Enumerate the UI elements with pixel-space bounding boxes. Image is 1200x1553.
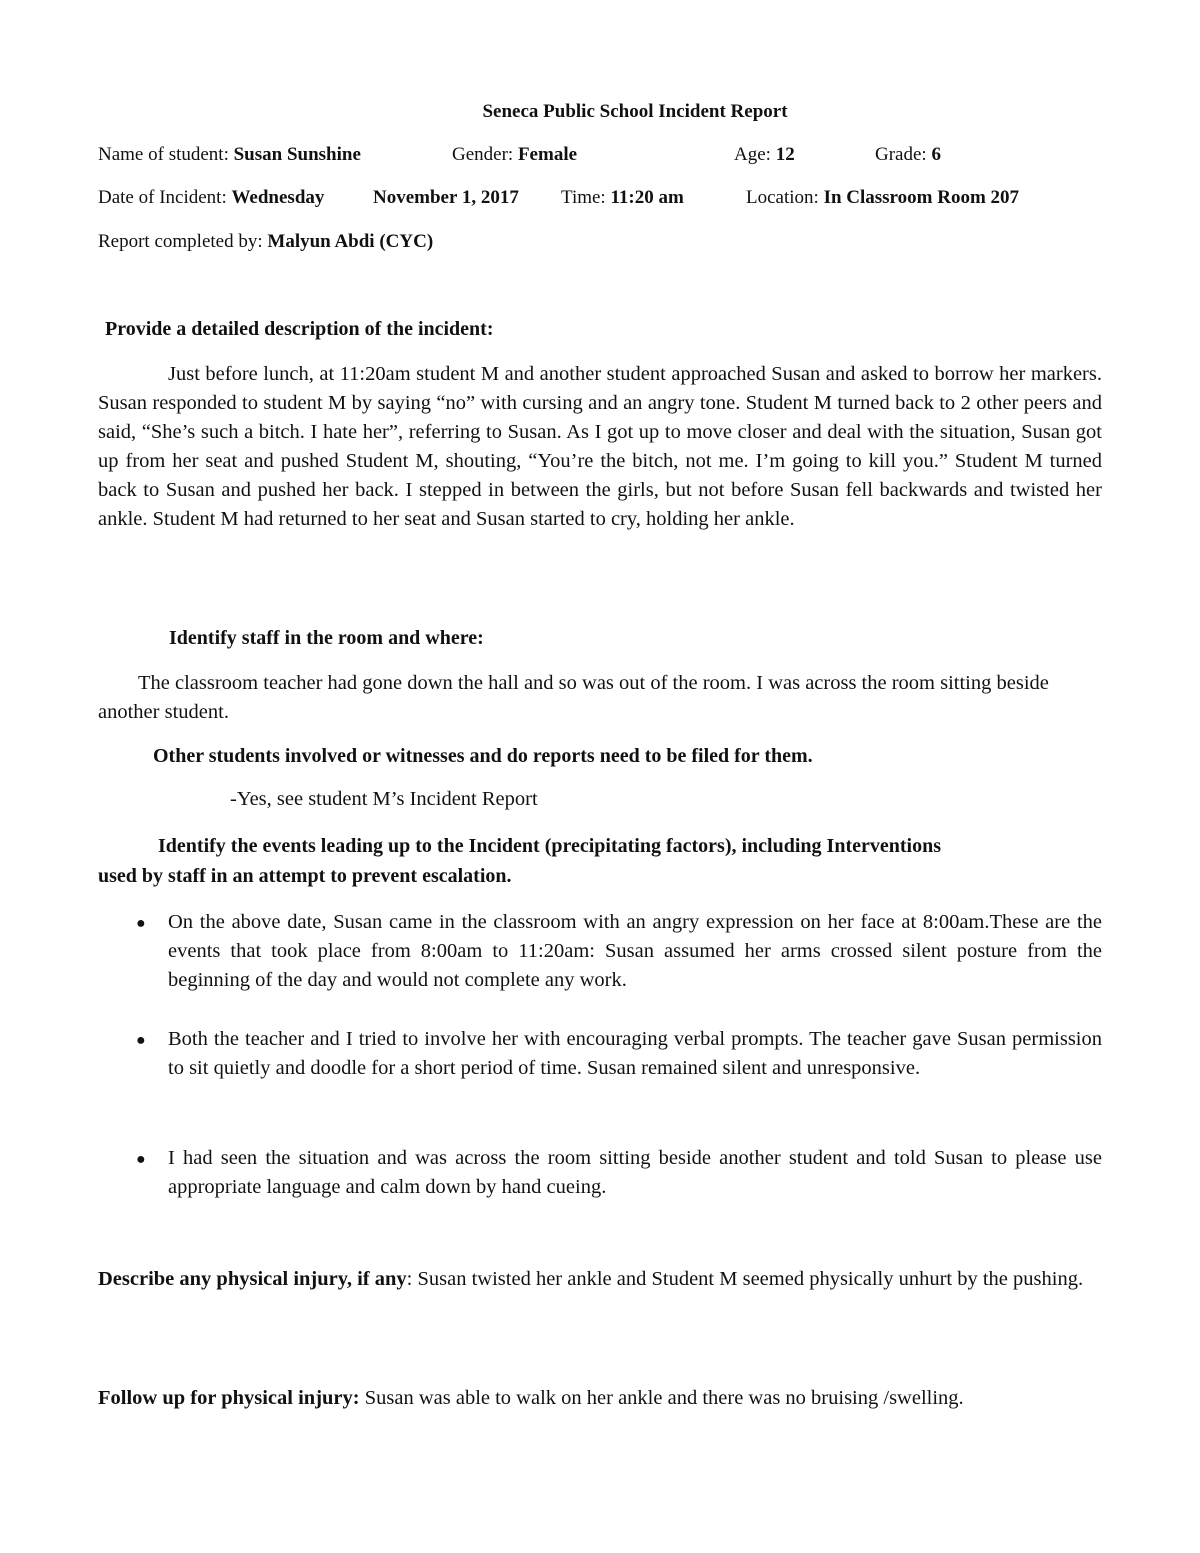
bullet-icon: ●: [136, 1032, 146, 1049]
followup-text: Susan was able to walk on her ankle and there was no bruising /swelling.: [359, 1387, 964, 1409]
time-value: 11:20 am: [610, 187, 684, 208]
location-label: Location:: [746, 187, 824, 208]
age-line: [734, 144, 795, 166]
gender-label: Gender:: [452, 144, 518, 165]
witnesses-heading: Other students involved or witnesses and do reports need to be filed for them.: [153, 745, 813, 767]
staff-heading: Identify staff in the room and where:: [169, 627, 484, 649]
age-label: Age:: [734, 144, 776, 165]
student-name: Susan Sunshine: [233, 144, 361, 165]
student-label: Name of student:: [98, 144, 234, 165]
injury-label: Describe any physical injury, if any: [98, 1268, 407, 1290]
description-heading: Provide a detailed description of the incident:: [105, 318, 494, 340]
completed-by-value: Malyun Abdi (CYC): [267, 231, 434, 252]
date-label: Date of Incident:: [98, 187, 232, 208]
completed-label: Report completed by:: [98, 231, 268, 252]
bullet-item-3: I had seen the situation and was across the room sitting beside another student and told Susan to please use appropriate language and calm down by hand cueing.: [168, 1147, 1102, 1198]
gender-value: Female: [517, 144, 578, 165]
bullet-icon: ●: [136, 1151, 146, 1168]
location-value: In Classroom Room 207: [823, 187, 1020, 208]
incident-date: [373, 187, 519, 209]
incident-date-value: November 1, 2017: [373, 187, 519, 208]
student-name-line: [98, 144, 361, 166]
grade-value: 6: [931, 144, 941, 165]
injury-paragraph: [98, 1265, 1102, 1294]
events-bullet-list: [98, 908, 1102, 1208]
events-heading-line1: Identify the events leading up to the Incident (precipitating factors), including Interventions: [158, 835, 941, 857]
grade-label: Grade:: [875, 144, 932, 165]
bullet-item-1: On the above date, Susan came in the classroom with an angry expression on her face at 8:00am.These are the events that took place from 8:00am to 11:20am: Susan assumed her arms crossed silent posture from the beginning of the day and would not complete any work.: [168, 911, 1102, 991]
location-line: [746, 187, 1019, 209]
completed-by-line: [98, 231, 433, 253]
events-heading-line2: used by staff in an attempt to prevent escalation.: [98, 865, 512, 887]
followup-paragraph: [98, 1384, 1102, 1413]
staff-text: The classroom teacher had gone down the hall and so was out of the room. I was across the room sitting beside another student.: [98, 672, 1049, 723]
time-label: Time:: [561, 187, 611, 208]
description-paragraph: [98, 360, 1102, 534]
staff-paragraph: [98, 669, 1102, 727]
description-text: Just before lunch, at 11:20am student M and another student approached Susan and asked to borrow her markers. Susan responded to student M by saying “no” with cursing and an angry tone. Student M turned back to 2 other peers and said, “She’s such a bitch. I hate her”, referring to Susan. As I got up to move closer and deal with the situation, Susan got up from her seat and pushed Student M, shouting, “You’re the bitch, not me. I’m going to kill you.” Student M turned back to Susan and pushed her back. I stepped in between the girls, but not before Susan fell backwards and twisted her ankle. Student M had returned to her seat and Susan started to cry, holding her ankle.: [98, 363, 1102, 530]
time-line: [561, 187, 684, 209]
grade-line: [875, 144, 941, 166]
report-title: Seneca Public School Incident Report: [482, 101, 788, 122]
gender-line: [452, 144, 577, 166]
bullet-item-2: Both the teacher and I tried to involve her with encouraging verbal prompts. The teacher gave Susan permission to sit quietly and doodle for a short period of time. Susan remained silent and unresponsive.: [168, 1028, 1102, 1079]
date-line: [98, 187, 324, 209]
age-value: 12: [775, 144, 795, 165]
witnesses-text: -Yes, see student M’s Incident Report: [230, 788, 538, 810]
followup-label: Follow up for physical injury:: [98, 1387, 360, 1409]
bullet-icon: ●: [136, 915, 146, 932]
incident-day: Wednesday: [231, 187, 325, 208]
injury-text: : Susan twisted her ankle and Student M seemed physically unhurt by the pushing.: [406, 1268, 1084, 1290]
